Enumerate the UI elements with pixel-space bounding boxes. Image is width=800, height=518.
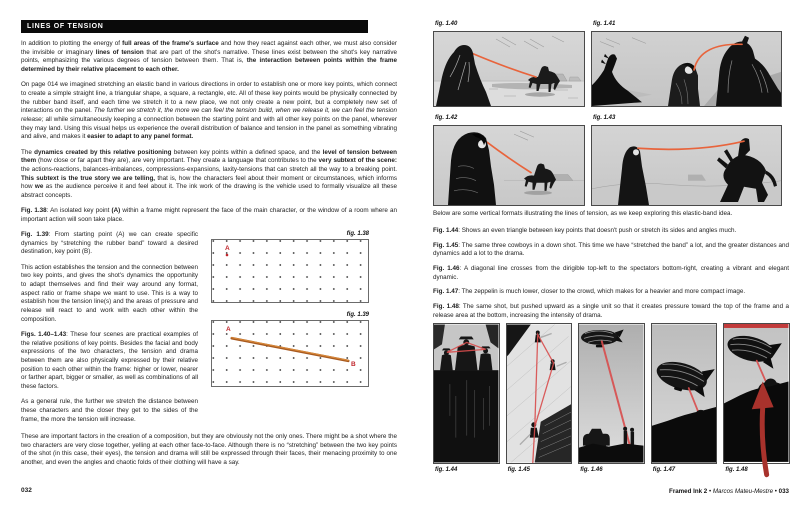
illustration-fig-1-45: [507, 324, 572, 463]
caption-fig-1-46: Fig. 1.46: A diagonal line crosses from the dirigible top-left to the spectators bottom-right, creating a vibrant and elegant dynamic.: [433, 265, 789, 281]
paragraph-intro-3: The dynamics created by this relative positioning between key points within a defined space, and the level of tension between them (how close or far apart they are), are very important. They create a language that contributes to the very subtext of the scene: the actions-reactions, balances-imbalances, compressions-expansions, laxity-tensions that can stretch all the way to a breaking point. This subtext is the true story we are telling, that is, how the characters feel about their moment or circumstances, which informs how we as the audience perceive it and feel about it. The ink work of the drawing is the vehicle used to formally visualize all these abstract concepts.: [21, 148, 398, 199]
illustration-fig-1-46: [579, 324, 644, 463]
point-a-marker: A: [226, 326, 231, 334]
paragraph-closing: These are important factors in the creation of a composition, but they are obviously not the only ones. There might be a shot where the two characters are very close together, yelling at each other face-to-face. Although there is no “stretching” between the two key points of the shot (in this case, their eyes), the tension and drama will still be expressed through their faces, their menacing proximity to one another, and even the angles and chaotic folds of their clothing will have a say.: [21, 432, 397, 466]
paragraph-fig-1-38-caption: Fig. 1.38: An isolated key point (A) within a frame might represent the face of the main character, or the window of a room where an important action will soon take place.: [21, 207, 397, 223]
fig-1-42-label: fig. 1.42: [435, 115, 458, 121]
storyboard-panel-fig-1-42: [433, 125, 585, 206]
left-page-body: [21, 40, 397, 474]
footer-separator: •: [774, 488, 777, 495]
diagram-column: [211, 231, 369, 431]
fig-1-38-dot-grid-diagram: [211, 239, 369, 303]
paragraph-action-establishes: This action establishes the tension and the connection between two key points, and gives the shot's dynamics the opportunity to adapt themselves and find their way around any format, aspect ratio or frame shape we want to use. This is a way to establish how the tension line(s) and the areas of pressure and release will react to and work with each other within the composition.: [21, 263, 198, 323]
caption-fig-1-47: Fig. 1.47: The zeppelin is much lower, closer to the crowd, which makes for a heavier and more compact image.: [433, 288, 746, 296]
storyboard-panel-fig-1-47: [651, 323, 718, 464]
left-text-column: [21, 231, 198, 431]
author-name: Marcos Mateu-Mestre: [712, 488, 774, 495]
paragraph-fig-1-39-caption: Fig. 1.39: From starting point (A) we can create specific dynamics by “stretching the rubber band” toward a desired destination, key point (B).: [21, 231, 198, 256]
pressure-bar: [724, 324, 788, 328]
illustration-fig-1-44: [434, 324, 499, 463]
vertical-formats-intro: Below are some vertical formats illustrating the lines of tension, as we keep exploring this elastic-band idea.: [433, 210, 733, 217]
fig-1-46-label: fig. 1.46: [580, 467, 603, 473]
storyboard-panel-fig-1-43: [591, 125, 782, 206]
illustration-fig-1-40: [434, 32, 584, 106]
point-b-marker: B: [351, 361, 356, 369]
paragraph-figs-140-143-caption: Figs. 1.40–1.43: These four scenes are practical examples of the relative positions of key points. Besides the facial and body expressions of the two characters, the tension and drama between them are also physically expressed by their relative position to each other within the frame: higher or lower, nearer or farther apart, bigger or smaller, as well as combinations of all these factors.: [21, 330, 198, 391]
fig-1-45-label: fig. 1.45: [507, 467, 530, 473]
storyboard-panel-fig-1-48: [723, 323, 790, 464]
storyboard-panel-fig-1-45: [506, 323, 573, 464]
fig-1-47-label: fig. 1.47: [652, 467, 676, 473]
ground: [579, 444, 644, 463]
footer-separator: •: [708, 488, 712, 495]
face: [633, 149, 639, 155]
paragraph-general-rule: As a general rule, the further we stretch the distance between these characters and the closer they get to the sides of the frame, the more the tension will increase.: [21, 398, 198, 423]
fig-1-43-label: fig. 1.43: [593, 115, 616, 121]
point-a-marker: A: [225, 246, 230, 257]
storyboard-panel-fig-1-41: [591, 31, 782, 107]
illustration-fig-1-48: [724, 324, 789, 481]
fig-1-41-label: fig. 1.41: [593, 21, 616, 27]
point-dot: [225, 253, 229, 257]
caption-fig-1-45: Fig. 1.45: The same three cowboys in a down shot. This time we have “stretched the band” a lot, and the greater distances and dynamics add a lot to the drama.: [433, 241, 790, 258]
section-header: LINES OF TENSION: [21, 20, 368, 33]
rubber-band-svg: [212, 321, 368, 386]
caption-block: [433, 227, 789, 327]
illustration-fig-1-47: [652, 324, 717, 463]
book-title: Framed Ink 2: [669, 488, 708, 495]
storyboard-panel-fig-1-40: [433, 31, 585, 107]
illustration-fig-1-42: [434, 126, 584, 205]
illustration-fig-1-41: [592, 32, 781, 106]
fig-1-48-label: fig. 1.48: [725, 467, 748, 473]
text-and-diagrams-row: [21, 231, 397, 431]
page-number-right: 033: [778, 488, 789, 495]
illustration-fig-1-43: [592, 126, 781, 205]
fig-1-39-dot-grid-diagram: [211, 320, 369, 387]
storyboard-panel-fig-1-46: [578, 323, 645, 464]
fig-1-39-label: fig. 1.39: [346, 312, 369, 319]
fig-1-38-label: fig. 1.38: [346, 231, 369, 238]
page-number-left: 032: [21, 487, 32, 494]
fig-1-40-label: fig. 1.40: [435, 21, 458, 27]
rubber-band-line: [232, 338, 349, 361]
caption-fig-1-44: Fig. 1.44: Shows an even triangle between key points that doesn't push or stretch its sides and angles much.: [433, 227, 737, 234]
paragraph-intro-1: In addition to plotting the energy of full areas of the frame's surface and how they react against each other, we must also consider the invisible or imaginary lines of tension that are part of the shot's narrative. These lines exist between the shot's key narrative points, emphasizing the various degrees of tension between them. That is, the interaction between points within the frame determined by their relative placement to each other.: [21, 40, 398, 74]
paragraph-intro-2: On page 014 we imagined stretching an elastic band in various directions in order to establish one or more key points, which connect to create a simple straight line, a triangular shape, a square, a rectangle, etc. All of these key points would be physically connected by the rubber band itself, and each time we stretch it to a new place, we not only create a new point, but a completely new set of interactions on the panel. The further we stretch it, the more we can feel the tension build, when we release it, we can feel the tension release; all while simultaneously keeping a connection between the starting point and with all other key points on the panel, wherever they may land. Using this visual helps us experience the overall distribution of balance and tension in the panel as something vibrating and alive, and makes it easier to adapt to any panel format.: [21, 81, 397, 141]
caption-fig-1-48: Fig. 1.48: The same shot, but pushed upward as a single unit so that it creates pressure toward the top of the frame and a release area at the bottom, increasing the intensity of drama.: [433, 303, 789, 319]
storyboard-panel-fig-1-44: [433, 323, 500, 464]
book-footer: [433, 488, 789, 495]
fig-1-44-label: fig. 1.44: [435, 467, 458, 473]
